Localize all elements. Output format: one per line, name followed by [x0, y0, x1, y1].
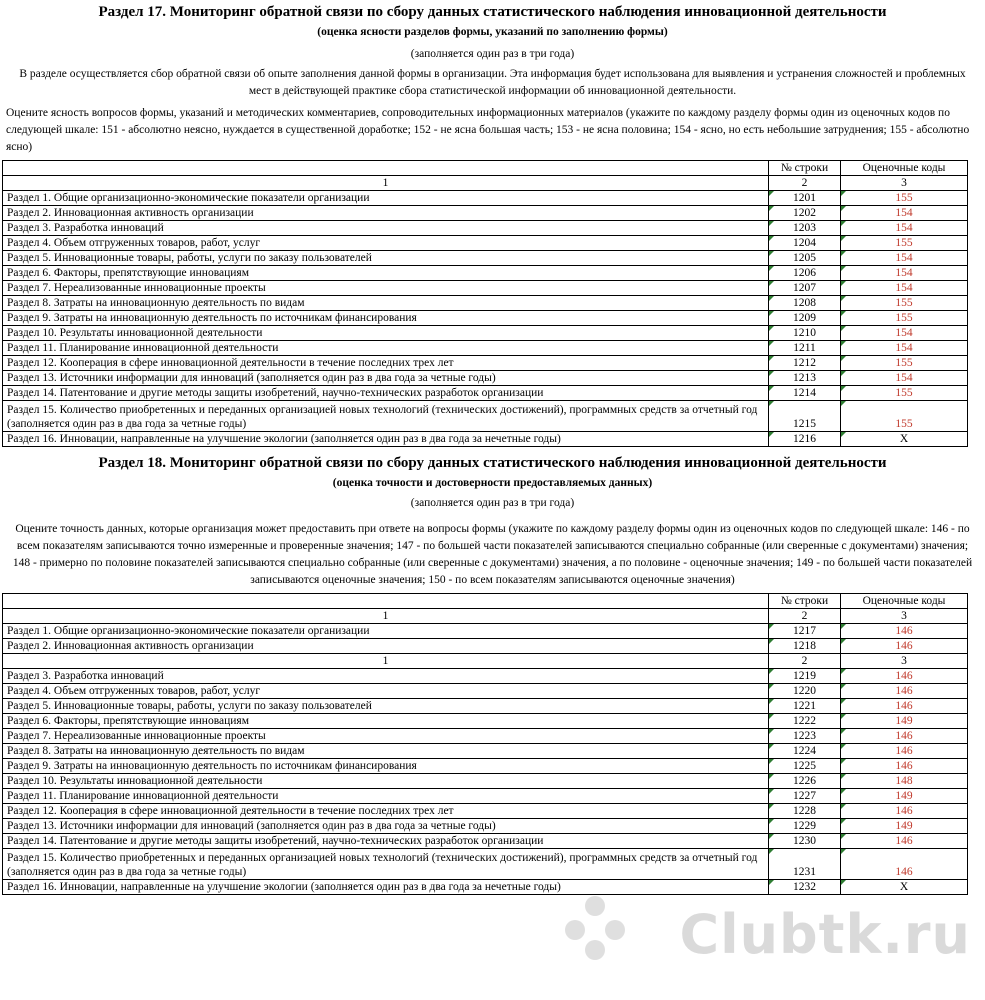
header-rating-codes: Оценочные коды: [841, 594, 968, 609]
row-line-number: 1207: [769, 281, 841, 296]
row-section-name: Раздел 7. Нереализованные инновационные проекты: [3, 729, 769, 744]
header-rating-codes: Оценочные коды: [841, 161, 968, 176]
row-line-number: 1204: [769, 236, 841, 251]
table-row: [3, 281, 968, 296]
row-rating-code[interactable]: Х: [841, 880, 968, 895]
table-row: [3, 296, 968, 311]
table-row: [3, 356, 968, 371]
table-row: [3, 266, 968, 281]
row-section-name: Раздел 7. Нереализованные инновационные проекты: [3, 281, 769, 296]
row-line-number: 1214: [769, 386, 841, 401]
row-rating-code[interactable]: 155: [841, 296, 968, 311]
row-section-name: Раздел 2. Инновационная активность организации: [3, 206, 769, 221]
column-number-1: 1: [3, 654, 769, 669]
row-line-number: 1227: [769, 789, 841, 804]
section-17-intro: В разделе осуществляется сбор обратной связи об опыте заполнения данной формы в организации. Эта информация будет использована для выявления и устранения сложностей и проблемных мест в действующей практике сбора статистической информации об инновационной деятельности.: [19, 68, 966, 97]
table-row: [3, 880, 968, 895]
row-section-name: Раздел 8. Затраты на инновационную деятельность по видам: [3, 296, 769, 311]
table-row: [3, 639, 968, 654]
row-rating-code[interactable]: 146: [841, 729, 968, 744]
section-18-title: Раздел 18. Мониторинг обратной связи по сбору данных статистического наблюдения инновационной деятельности: [98, 455, 887, 471]
row-rating-code[interactable]: 149: [841, 819, 968, 834]
row-line-number: 1232: [769, 880, 841, 895]
row-section-name: Раздел 16. Инновации, направленные на улучшение экологии (заполняется один раз в два года за нечетные годы): [3, 432, 769, 447]
section-17-frequency: (заполняется один раз в три года): [410, 48, 575, 60]
row-section-name: Раздел 1. Общие организационно-экономические показатели организации: [3, 191, 769, 206]
section-18-frequency: (заполняется один раз в три года): [410, 497, 575, 509]
row-section-name: Раздел 11. Планирование инновационной деятельности: [3, 341, 769, 356]
table-row: [3, 432, 968, 447]
row-line-number: 1229: [769, 819, 841, 834]
watermark-logo-icon: [560, 892, 630, 962]
header-section-name: [3, 594, 769, 609]
row-line-number: 1202: [769, 206, 841, 221]
row-rating-code[interactable]: 146: [841, 849, 968, 880]
row-line-number: 1203: [769, 221, 841, 236]
header-section-name: [3, 161, 769, 176]
row-section-name: Раздел 14. Патентование и другие методы защиты изобретений, научно-технических разработок организации: [3, 386, 769, 401]
row-rating-code[interactable]: 155: [841, 311, 968, 326]
row-section-name: Раздел 8. Затраты на инновационную деятельность по видам: [3, 744, 769, 759]
row-rating-code[interactable]: 146: [841, 684, 968, 699]
row-rating-code[interactable]: 154: [841, 326, 968, 341]
table-row: [3, 236, 968, 251]
table-row: [3, 834, 968, 849]
row-rating-code[interactable]: 148: [841, 774, 968, 789]
table-column-numbers-row: [3, 176, 968, 191]
row-rating-code[interactable]: 146: [841, 744, 968, 759]
row-rating-code[interactable]: 154: [841, 371, 968, 386]
row-line-number: 1225: [769, 759, 841, 774]
row-rating-code[interactable]: 146: [841, 669, 968, 684]
row-section-name: Раздел 5. Инновационные товары, работы, услуги по заказу пользователей: [3, 251, 769, 266]
row-section-name: Раздел 13. Источники информации для инноваций (заполняется один раз в два года за четные годы): [3, 371, 769, 386]
row-line-number: 1206: [769, 266, 841, 281]
row-line-number: 1213: [769, 371, 841, 386]
row-rating-code[interactable]: 146: [841, 624, 968, 639]
table-row: [3, 669, 968, 684]
row-rating-code[interactable]: 149: [841, 789, 968, 804]
table-row: [3, 251, 968, 266]
row-rating-code[interactable]: 146: [841, 639, 968, 654]
column-number-3: 3: [841, 654, 968, 669]
row-section-name: Раздел 16. Инновации, направленные на улучшение экологии (заполняется один раз в два года за нечетные годы): [3, 880, 769, 895]
row-line-number: 1205: [769, 251, 841, 266]
column-number-1: 1: [3, 609, 769, 624]
row-section-name: Раздел 12. Кооперация в сфере инновационной деятельности в течение последних трех лет: [3, 356, 769, 371]
row-line-number: 1221: [769, 699, 841, 714]
section-18: [0, 453, 985, 895]
row-rating-code[interactable]: 154: [841, 206, 968, 221]
row-line-number: 1220: [769, 684, 841, 699]
row-section-name: Раздел 10. Результаты инновационной деятельности: [3, 326, 769, 341]
watermark-text: Clubtk.ru: [679, 903, 971, 966]
table-row: [3, 311, 968, 326]
row-rating-code[interactable]: 154: [841, 341, 968, 356]
row-rating-code[interactable]: 146: [841, 699, 968, 714]
row-rating-code[interactable]: 154: [841, 266, 968, 281]
table-row: [3, 789, 968, 804]
row-line-number: 1210: [769, 326, 841, 341]
table-column-numbers-row: [3, 654, 968, 669]
table-row: [3, 804, 968, 819]
row-section-name: Раздел 4. Объем отгруженных товаров, работ, услуг: [3, 684, 769, 699]
section-17: [0, 0, 985, 447]
table-row: [3, 849, 968, 880]
table-row: [3, 699, 968, 714]
row-line-number: 1208: [769, 296, 841, 311]
section-17-table: [2, 160, 968, 447]
table-row: [3, 221, 968, 236]
row-rating-code[interactable]: 155: [841, 356, 968, 371]
table-row: [3, 371, 968, 386]
row-rating-code[interactable]: 155: [841, 386, 968, 401]
row-section-name: Раздел 5. Инновационные товары, работы, услуги по заказу пользователей: [3, 699, 769, 714]
row-line-number: 1224: [769, 744, 841, 759]
row-section-name: Раздел 6. Факторы, препятствующие инновациям: [3, 714, 769, 729]
row-line-number: 1223: [769, 729, 841, 744]
table-row: [3, 714, 968, 729]
table-header-row: [3, 161, 968, 176]
row-section-name: Раздел 11. Планирование инновационной деятельности: [3, 789, 769, 804]
table-row: [3, 624, 968, 639]
row-section-name: Раздел 2. Инновационная активность организации: [3, 639, 769, 654]
row-section-name: Раздел 15. Количество приобретенных и переданных организацией новых технологий (технических достижений), программных средств за отчетный год (заполняется один раз в два года за четные годы): [3, 849, 769, 880]
table-row: [3, 684, 968, 699]
row-rating-code[interactable]: 154: [841, 221, 968, 236]
row-line-number: 1217: [769, 624, 841, 639]
table-row: [3, 326, 968, 341]
row-line-number: 1216: [769, 432, 841, 447]
column-number-2: 2: [769, 654, 841, 669]
row-rating-code[interactable]: 155: [841, 191, 968, 206]
table-header-row: [3, 594, 968, 609]
column-number-1: 1: [3, 176, 769, 191]
row-line-number: 1230: [769, 834, 841, 849]
row-section-name: Раздел 6. Факторы, препятствующие инновациям: [3, 266, 769, 281]
row-section-name: Раздел 3. Разработка инноваций: [3, 669, 769, 684]
section-18-subtitle: (оценка точности и достоверности предоставляемых данных): [332, 477, 653, 489]
row-line-number: 1228: [769, 804, 841, 819]
row-section-name: Раздел 14. Патентование и другие методы защиты изобретений, научно-технических разработок организации: [3, 834, 769, 849]
row-section-name: Раздел 10. Результаты инновационной деятельности: [3, 774, 769, 789]
column-number-2: 2: [769, 176, 841, 191]
row-section-name: Раздел 9. Затраты на инновационную деятельность по источникам финансирования: [3, 759, 769, 774]
row-section-name: Раздел 3. Разработка инноваций: [3, 221, 769, 236]
column-number-3: 3: [841, 176, 968, 191]
column-number-2: 2: [769, 609, 841, 624]
section-17-instructions: Оцените ясность вопросов формы, указаний и методических комментариев, сопроводительных информационных материалов (укажите по каждому разделу формы один из оценочных кодов по следующей шкале: 151 - абсолютно неясно, нуждается в существенной доработке; 152 - не ясна большая часть; 153 - не ясна половина; 154 - ясно, но есть небольшие затруднения; 155 - абсолютно ясно): [6, 107, 970, 153]
section-17-title: Раздел 17. Мониторинг обратной связи по сбору данных статистического наблюдения инновационной деятельности: [98, 4, 887, 20]
column-number-3: 3: [841, 609, 968, 624]
table-row: [3, 191, 968, 206]
row-section-name: Раздел 9. Затраты на инновационную деятельность по источникам финансирования: [3, 311, 769, 326]
table-row: [3, 759, 968, 774]
row-rating-code[interactable]: 149: [841, 714, 968, 729]
row-line-number: 1231: [769, 849, 841, 880]
row-line-number: 1219: [769, 669, 841, 684]
row-rating-code[interactable]: 155: [841, 401, 968, 432]
row-section-name: Раздел 1. Общие организационно-экономические показатели организации: [3, 624, 769, 639]
table-row: [3, 744, 968, 759]
table-row: [3, 341, 968, 356]
table-row: [3, 386, 968, 401]
row-line-number: 1218: [769, 639, 841, 654]
table-row: [3, 401, 968, 432]
row-rating-code[interactable]: Х: [841, 432, 968, 447]
row-line-number: 1222: [769, 714, 841, 729]
row-line-number: 1226: [769, 774, 841, 789]
row-rating-code[interactable]: 146: [841, 834, 968, 849]
table-column-numbers-row: [3, 609, 968, 624]
header-line-number: № строки: [769, 594, 841, 609]
row-section-name: Раздел 4. Объем отгруженных товаров, работ, услуг: [3, 236, 769, 251]
row-line-number: 1212: [769, 356, 841, 371]
row-line-number: 1201: [769, 191, 841, 206]
row-section-name: Раздел 12. Кооперация в сфере инновационной деятельности в течение последних трех лет: [3, 804, 769, 819]
section-17-subtitle: (оценка ясности разделов формы, указаний по заполнению формы): [317, 26, 668, 38]
table-row: [3, 729, 968, 744]
row-rating-code[interactable]: 154: [841, 281, 968, 296]
section-18-instructions: Оцените точность данных, которые организация может предоставить при ответе на вопросы формы (укажите по каждому разделу формы один из оценочных кодов по следующей шкале: 146 - по всем показателям записываются точно измеренные и проверенные значения; 147 - по большей части показателей записываются специально собранные (или сверенные с документами) значения; 148 - примерно по половине показателей записываются специально собранные (или сверенные с документами) значения, а по половине - оценочные значения; 149 - по большей части показателей записываются оценочные значения; 150 - по всем показателям записываются оценочные значения): [12, 523, 973, 586]
row-rating-code[interactable]: 155: [841, 236, 968, 251]
table-row: [3, 206, 968, 221]
row-section-name: Раздел 13. Источники информации для инноваций (заполняется один раз в два года за четные годы): [3, 819, 769, 834]
table-row: [3, 819, 968, 834]
row-line-number: 1209: [769, 311, 841, 326]
header-line-number: № строки: [769, 161, 841, 176]
row-line-number: 1215: [769, 401, 841, 432]
row-rating-code[interactable]: 154: [841, 251, 968, 266]
table-row: [3, 774, 968, 789]
row-line-number: 1211: [769, 341, 841, 356]
row-rating-code[interactable]: 146: [841, 759, 968, 774]
row-section-name: Раздел 15. Количество приобретенных и переданных организацией новых технологий (технических достижений), программных средств за отчетный год (заполняется один раз в два года за четные годы): [3, 401, 769, 432]
row-rating-code[interactable]: 146: [841, 804, 968, 819]
section-18-table: [2, 593, 968, 895]
